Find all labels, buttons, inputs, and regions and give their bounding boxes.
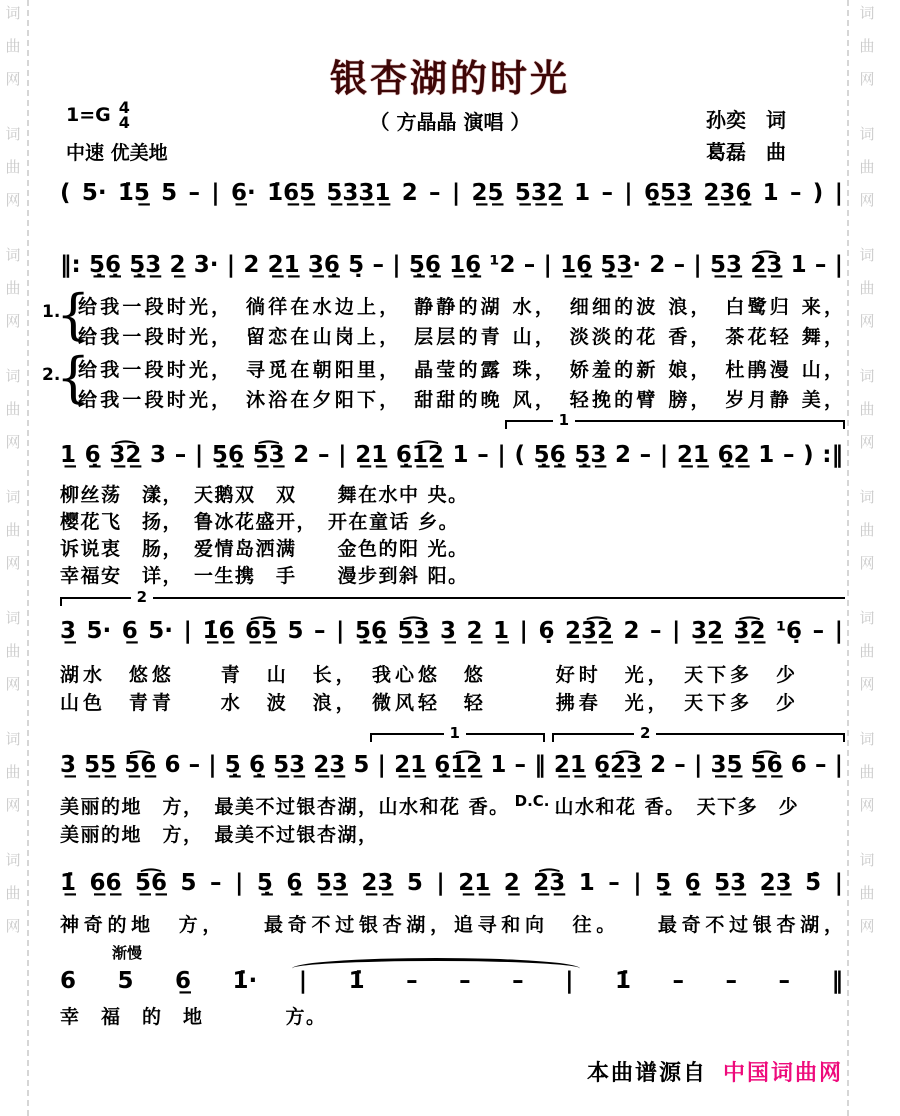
watermark-char: 词 — [859, 246, 875, 264]
performer-subtitle: （ 方晶晶 演唱 ） — [369, 110, 531, 134]
watermark-char: 网 — [859, 433, 875, 451]
tempo-marking: 中速 优美地 — [66, 142, 168, 164]
watermark-group — [5, 611, 20, 692]
watermark-char: 曲 — [5, 279, 21, 297]
watermark-char: 网 — [5, 433, 21, 451]
lyric-bridge-line1: 湖水 悠悠 青 山 长， 我心悠 悠 好时 光， 天下多 少 — [60, 664, 795, 686]
volta-label-2: 2 — [131, 588, 153, 606]
watermark-group — [5, 369, 20, 450]
lyric-verse1-line2: 给我一段时光， 留恋在山岗上， 层层的青 山， 淡淡的花 香， 茶花轻 舞， — [78, 326, 843, 348]
bracket-tick — [505, 420, 507, 429]
watermark-char: 词 — [5, 246, 21, 264]
watermark-group — [859, 248, 874, 329]
notation-line-coda: 1̲̇ 6̲6̲ 5̲͡6̲ 5 – | 5̲̣ 6̲̣ 5̲3̲ 2̲3̲ 5 | 2̲1̲ 2̲ 2̲͡3̲ 1 – | 5̲̣ 6̲̣ 5̲3̲ 2̲3̲ 5̑ | — [60, 870, 843, 896]
watermark-char: 词 — [859, 367, 875, 385]
watermark-char: 网 — [859, 554, 875, 572]
verse-brace-1: { — [56, 283, 91, 346]
notation-line-bridge: 3̲ 5· 6̲ 5· | 1̲̇6̲ 6̲͡5̲ 5 – | 5̲̣6̲̣ 5̲͡3̲ 3̲ 2̲ 1̲ | 6̣ 2̲3̲͡2̲ 2 – | 3̲2̲ 3̲͡2̲ ¹6̣ – | — [60, 618, 843, 644]
footer-prefix: 本曲谱源自 — [586, 1061, 707, 1086]
lyric-coda-line: 神奇的地 方， 最奇不过银杏湖，追寻和向 往。 最奇不过银杏湖， — [60, 914, 843, 936]
volta-label-3: 1 — [444, 724, 466, 742]
watermark-char: 曲 — [859, 279, 875, 297]
watermark-char: 词 — [859, 609, 875, 627]
watermark-char: 网 — [859, 70, 875, 88]
watermark-column-right — [856, 0, 878, 1116]
volta-label-1: 1 — [553, 411, 575, 429]
lyric-text-after-dc: 山水和花 香。 天下多 少 — [554, 796, 800, 818]
notation-line-ending: 3̲ 5̲5̲ 5̲͡6̲ 6 – | 5̲̣ 6̲̣ 5̲3̲ 2̲3̲ 5 | 2̲1̲ 6̲̣1̲͡2̲ 1 – ‖ 2̲1̲ 6̲̣2̲͡3̲ 2 – | 3̲5̲ 5̲͡6̲ 6 – | — [60, 752, 843, 778]
watermark-char: 网 — [859, 917, 875, 935]
watermark-char: 曲 — [859, 158, 875, 176]
lyric-verse2-line1: 给我一段时光， 寻觅在朝阳里， 晶莹的露 珠， 娇羞的新 娘， 杜鹃漫 山， — [78, 359, 843, 381]
watermark-char: 曲 — [5, 158, 21, 176]
watermark-char: 曲 — [859, 400, 875, 418]
bracket-tick — [543, 733, 545, 742]
watermark-char: 网 — [5, 917, 21, 935]
time-signature — [119, 100, 130, 130]
lyric-chorus-line1: 柳丝荡 漾， 天鹅双 双 舞在水中 央。 — [60, 484, 469, 506]
lyric-chorus-line3: 诉说衷 肠， 爱情岛洒满 金色的阳 光。 — [60, 538, 469, 560]
lyric-text-before-dc: 美丽的地 方， 最美不过银杏湖，山水和花 香。 — [60, 796, 510, 818]
key-label: 1=G — [66, 104, 111, 126]
bracket-tick — [370, 733, 372, 742]
notation-line-intro: ( 5· 1̇5̲ 5 – | 6̲· 1̇6̲5̲ 5̲3̲3̲1̲ 2 – | 2̲5̲ 5̲3̲2̲ 1 – | 6̲̣5̲3̲ 2̲3̲6̲̣ 1 – ) | — [60, 180, 843, 206]
volta-bracket-4 — [552, 724, 845, 745]
watermark-char: 词 — [859, 488, 875, 506]
notation-line-verse: ‖: 5̲̣6̲̣ 5̲̣3̲ 2̲ 3· | 2 2̲1̲ 3̲6̲̣ 5̣ – | 5̲̣6̲̣ 1̲6̲̣ ¹2 – | 1̲6̲̣ 5̲̣3̲· 2 – | 5̲3̲ 2̲͡3̲ 1 – | — [60, 252, 843, 278]
watermark-char: 词 — [859, 4, 875, 22]
watermark-group — [5, 490, 20, 571]
left-dashed-border — [27, 0, 29, 1116]
bracket-tick — [60, 597, 62, 606]
ritardando-marking: 渐慢 — [112, 944, 143, 962]
watermark-char: 曲 — [859, 521, 875, 539]
lyric-verse2-line2: 给我一段时光， 沐浴在夕阳下， 甜甜的晚 风， 轻挽的臂 膀， 岁月静 美， — [78, 389, 843, 411]
watermark-char: 词 — [859, 730, 875, 748]
watermark-group — [5, 127, 20, 208]
verse-brace-2: { — [56, 346, 91, 409]
watermark-char: 曲 — [5, 37, 21, 55]
watermark-char: 词 — [5, 730, 21, 748]
footer-site-link[interactable]: 中国词曲网 — [722, 1061, 843, 1086]
watermark-char: 词 — [5, 609, 21, 627]
lyricist-credit: 孙奕 词 — [706, 108, 786, 132]
watermark-char: 网 — [5, 796, 21, 814]
watermark-char: 网 — [5, 191, 21, 209]
watermark-group — [859, 853, 874, 934]
watermark-group — [5, 732, 20, 813]
watermark-char: 词 — [5, 125, 21, 143]
lyric-chorus-line2: 樱花飞 扬， 鲁冰花盛开， 开在童话 乡。 — [60, 511, 460, 533]
song-title: 银杏湖的时光 — [330, 57, 570, 100]
lyric-verse1-line1: 给我一段时光， 徜徉在水边上， 静静的湖 水， 细细的波 浪， 白鹭归 来， — [78, 296, 843, 318]
watermark-group — [859, 490, 874, 571]
watermark-char: 曲 — [859, 37, 875, 55]
watermark-char: 网 — [5, 675, 21, 693]
bracket-tick — [552, 733, 554, 742]
right-dashed-border — [847, 0, 849, 1116]
bracket-tick — [843, 733, 845, 742]
watermark-char: 网 — [5, 554, 21, 572]
watermark-char: 曲 — [5, 400, 21, 418]
watermark-group — [859, 732, 874, 813]
time-signature-bottom: 4 — [118, 113, 130, 132]
verse-number-2: 2. — [42, 365, 61, 385]
lyric-place-line2: 美丽的地 方， 最美不过银杏湖， — [60, 824, 379, 846]
volta-bracket-2 — [60, 588, 845, 609]
lyric-final-line: 幸 福 的 地 方。 — [60, 1006, 327, 1028]
volta-bracket-3 — [370, 724, 545, 745]
volta-label-4: 2 — [634, 724, 656, 742]
watermark-char: 曲 — [5, 642, 21, 660]
watermark-char: 曲 — [859, 763, 875, 781]
watermark-char: 网 — [859, 796, 875, 814]
watermark-char: 词 — [5, 488, 21, 506]
watermark-char: 网 — [5, 312, 21, 330]
watermark-char: 词 — [859, 125, 875, 143]
watermark-char: 曲 — [5, 521, 21, 539]
watermark-char: 词 — [5, 851, 21, 869]
watermark-group — [859, 127, 874, 208]
watermark-char: 网 — [859, 675, 875, 693]
notation-line-final: 6 5 6̲ 1̇· | 1̇ – – – | 1̇ – – – ‖ — [60, 968, 843, 994]
watermark-char: 曲 — [859, 884, 875, 902]
dc-marking: D.C. — [514, 792, 550, 810]
watermark-char: 网 — [859, 191, 875, 209]
bracket-tick — [843, 420, 845, 429]
footer-credit — [587, 1056, 843, 1087]
watermark-char: 曲 — [5, 884, 21, 902]
watermark-char: 词 — [859, 851, 875, 869]
composer-credit: 葛磊 曲 — [706, 140, 786, 164]
watermark-group — [859, 369, 874, 450]
lyric-place-line1 — [60, 792, 799, 819]
watermark-char: 网 — [5, 70, 21, 88]
key-signature — [66, 100, 130, 130]
lyric-chorus-line4: 幸福安 详， 一生携 手 漫步到斜 阳。 — [60, 565, 469, 587]
watermark-group — [5, 248, 20, 329]
watermark-char: 曲 — [859, 642, 875, 660]
watermark-group — [5, 853, 20, 934]
watermark-char: 网 — [859, 312, 875, 330]
watermark-char: 曲 — [5, 763, 21, 781]
verse-number-1: 1. — [42, 302, 61, 322]
time-signature-top: 4 — [118, 98, 130, 117]
watermark-char: 词 — [5, 4, 21, 22]
volta-bracket-1 — [505, 411, 845, 432]
watermark-group — [859, 611, 874, 692]
watermark-column-left — [2, 0, 24, 1116]
notation-line-refrain: 1̲ 6̲̣ 3̲͡2̲ 3 – | 5̲̣6̲̣ 5̲͡3̲ 2 – | 2̲1̲ 6̲̣1̲͡2̲ 1 – | ( 5̲̣6̲̣ 5̲̣3̲ 2 – | 2̲1̲ 6̲̣2̲ 1 – ) :‖ — [60, 442, 843, 468]
watermark-char: 词 — [5, 367, 21, 385]
lyric-bridge-line2: 山色 青青 水 波 浪， 微风轻 轻 拂春 光， 天下多 少 — [60, 692, 795, 714]
